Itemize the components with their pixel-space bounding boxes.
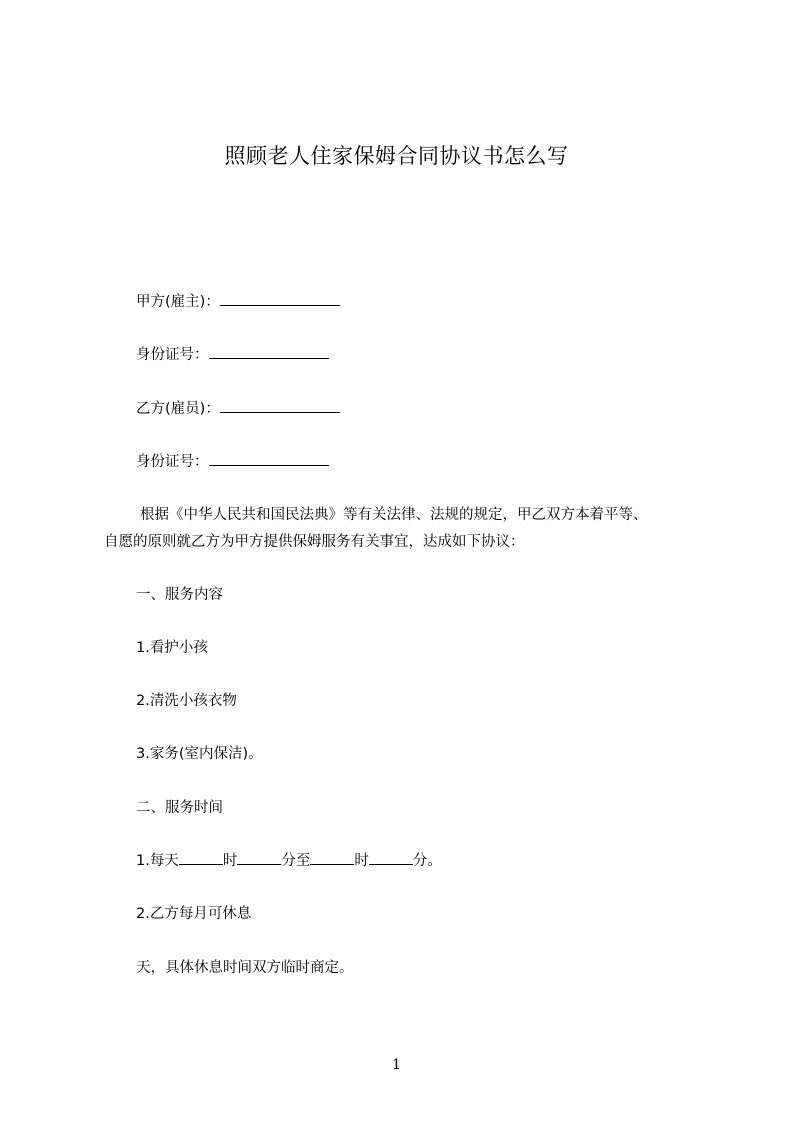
section2-heading: 二、服务时间 bbox=[136, 800, 223, 816]
end-minute-blank bbox=[369, 850, 413, 865]
rest-days-continuation: 天，具体休息时间双方临时商定。 bbox=[136, 960, 354, 976]
start-hour-blank bbox=[179, 850, 223, 865]
section1-item: 3.家务(室内保洁)。 bbox=[136, 746, 263, 762]
service-time-text: 时 bbox=[354, 853, 369, 869]
id-number-b-line bbox=[136, 451, 329, 473]
id-number-a-line bbox=[136, 344, 329, 366]
party-a-label: 甲方(雇主)： bbox=[136, 294, 220, 310]
party-b-label: 乙方(雇员)： bbox=[136, 401, 220, 417]
service-time-text: 分。 bbox=[412, 853, 442, 869]
start-minute-blank bbox=[237, 850, 281, 865]
id-number-a-blank bbox=[209, 344, 329, 359]
party-a-line bbox=[136, 291, 340, 313]
id-number-a-label: 身份证号： bbox=[136, 347, 209, 363]
page-title: 照顾老人住家保姆合同协议书怎么写 bbox=[224, 144, 569, 168]
service-time-line bbox=[136, 850, 442, 872]
id-number-b-blank bbox=[209, 451, 329, 466]
party-a-blank bbox=[220, 291, 340, 306]
intro-paragraph-line2: 自愿的原则就乙方为甲方提供保姆服务有关事宜，达成如下协议： bbox=[104, 534, 525, 550]
party-b-blank bbox=[220, 398, 340, 413]
section1-item: 2.清洗小孩衣物 bbox=[136, 693, 237, 709]
id-number-b-label: 身份证号： bbox=[136, 454, 209, 470]
party-b-line bbox=[136, 398, 340, 420]
section1-item: 1.看护小孩 bbox=[136, 640, 208, 656]
page-number: 1 bbox=[392, 1057, 401, 1073]
rest-days-line: 2.乙方每月可休息 bbox=[136, 906, 252, 922]
intro-paragraph-line1: 根据《中华人民共和国民法典》等有关法律、法规的规定，甲乙双方本着平等、 bbox=[140, 507, 648, 523]
service-time-text: 时 bbox=[222, 853, 238, 869]
service-time-text: 分至 bbox=[281, 853, 311, 869]
service-time-text: 1.每天 bbox=[136, 853, 179, 869]
end-hour-blank bbox=[310, 850, 354, 865]
section1-heading: 一、服务内容 bbox=[136, 587, 223, 603]
